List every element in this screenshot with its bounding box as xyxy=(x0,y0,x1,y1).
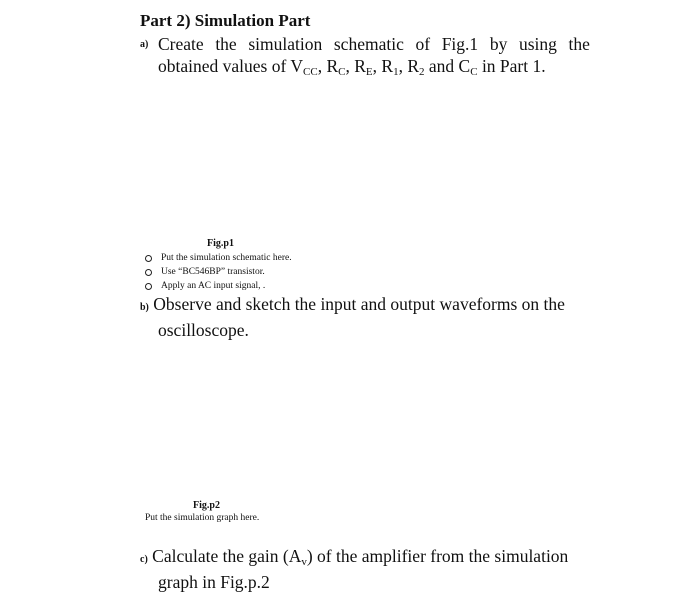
text: R xyxy=(407,56,420,76)
text: ) of the amplifier from the simulation xyxy=(306,546,569,566)
item-a xyxy=(140,33,590,77)
list-item xyxy=(145,265,292,279)
bullet-text: Use “BC546BP” transistor. xyxy=(161,267,265,277)
bullet-text: Put the simulation schematic here. xyxy=(161,253,292,263)
word: the xyxy=(568,34,590,54)
list-item xyxy=(145,279,292,293)
text: R xyxy=(354,56,366,76)
word: of xyxy=(415,34,431,54)
subscript: C xyxy=(470,66,478,78)
word: the xyxy=(215,34,237,54)
bullet-text: Apply an AC input signal, . xyxy=(161,281,266,291)
text: Calculate the gain (A xyxy=(152,546,302,566)
text: and C xyxy=(428,56,471,76)
text: Observe and sketch the input and output waveforms on the xyxy=(153,294,565,314)
fig-p1-label: Fig.p1 xyxy=(207,238,234,249)
subscript: 2 xyxy=(419,66,425,78)
item-c-line1 xyxy=(140,545,580,571)
fig-p1-bullet-list xyxy=(145,251,292,293)
item-b-line2: oscilloscope. xyxy=(158,320,249,340)
word: by xyxy=(489,34,508,54)
item-b xyxy=(140,293,580,341)
item-a-line1 xyxy=(140,33,590,55)
text: in Part 1. xyxy=(481,56,546,76)
text: obtained values of V xyxy=(158,56,303,76)
subscript: CC xyxy=(303,66,318,78)
word: simulation xyxy=(248,34,323,54)
subscript: E xyxy=(365,66,373,78)
bullet-circle-icon xyxy=(145,255,152,262)
bullet-circle-icon xyxy=(145,283,152,290)
word: Create xyxy=(158,34,204,54)
item-b-marker: b) xyxy=(140,302,149,313)
subscript: v xyxy=(301,556,307,568)
subscript: 1 xyxy=(393,66,399,78)
word: using xyxy=(518,34,557,54)
item-a-marker: a) xyxy=(140,39,149,50)
text: R xyxy=(381,56,394,76)
fig-p2-caption: Put the simulation graph here. xyxy=(145,513,260,523)
subscript: C xyxy=(338,66,346,78)
item-c xyxy=(140,545,580,593)
text: R xyxy=(326,56,339,76)
section-heading: Part 2) Simulation Part xyxy=(140,11,311,30)
item-c-marker: c) xyxy=(140,554,148,565)
word: schematic xyxy=(333,34,404,54)
item-c-line2: graph in Fig.p.2 xyxy=(158,572,270,592)
item-b-line1 xyxy=(140,293,580,319)
list-item xyxy=(145,251,292,265)
fig-p2-label: Fig.p2 xyxy=(193,500,220,511)
word: Fig.1 xyxy=(441,34,479,54)
bullet-circle-icon xyxy=(145,269,152,276)
item-a-line2: obtained values of $V_{CC}$, $R_C$, $R_E$, $R_1$, $R_2$ and $C_C$ in Part 1. xyxy=(158,56,546,78)
